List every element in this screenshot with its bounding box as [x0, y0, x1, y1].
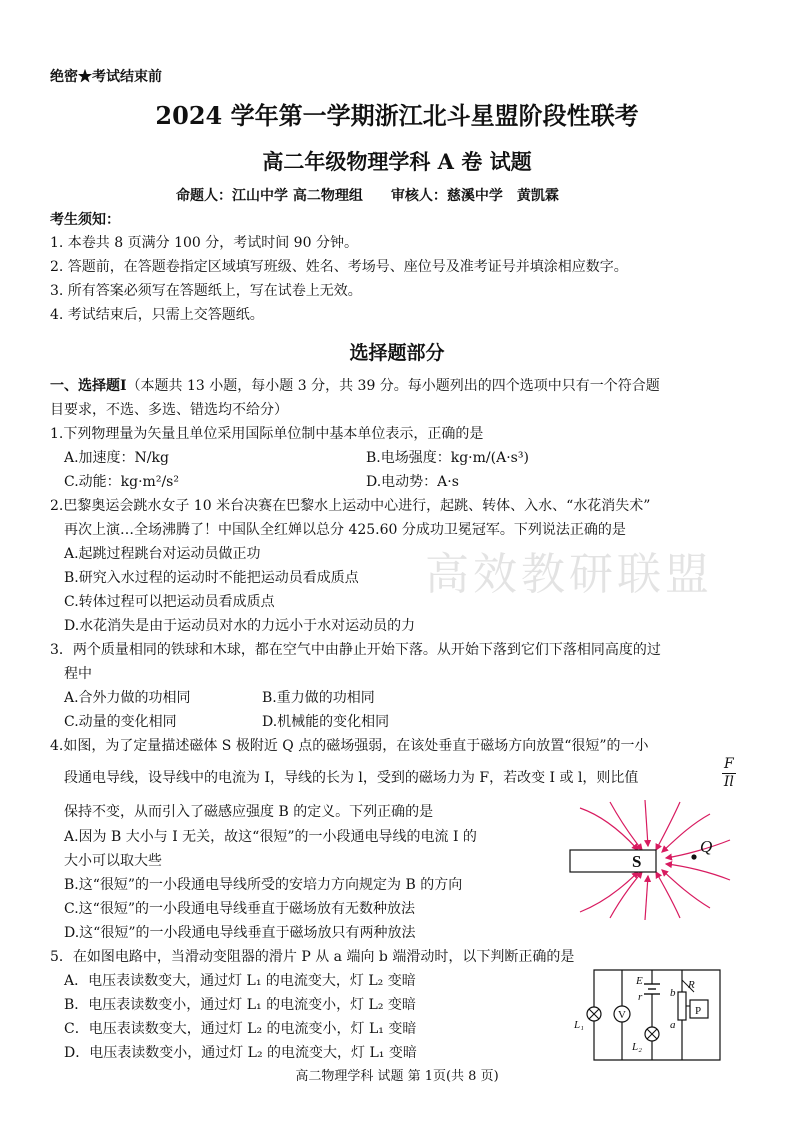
q4-option-a-line2: 大小可以取大些: [64, 853, 162, 869]
voltmeter-label: V: [618, 1009, 626, 1021]
notice-heading: 考生须知：: [50, 212, 120, 228]
point-q-label: Q: [700, 837, 713, 856]
q4-stem-line3: 保持不变，从而引入了磁感应强度 B 的定义。下列正确的是: [64, 804, 434, 820]
label-rheostat-r: R: [688, 979, 695, 991]
q3-stem-line2: 程中: [64, 666, 92, 682]
q2-option-a: A.起跳过程跳台对运动员做正功: [64, 546, 261, 562]
q5-option-a: A．电压表读数变大，通过灯 L₁ 的电流变大，灯 L₂ 变暗: [64, 973, 416, 989]
authors-line: 命题人：江山中学 高二物理组 审核人：慈溪中学 黄凯霖: [176, 188, 559, 204]
notice-item: 4. 考试结束后，只需上交答题纸。: [50, 307, 264, 323]
label-l2: L₂: [632, 1041, 642, 1053]
ratio-fraction: [722, 756, 736, 791]
watermark: 高效教研联盟: [425, 549, 713, 600]
part-heading: 一、选择题Ⅰ（本题共 13 小题，每小题 3 分，共 39 分。每小题列出的四个选项中只有一个符合题: [50, 378, 660, 394]
notice-item: 3. 所有答案必须写在答题纸上，写在试卷上无效。: [50, 283, 362, 299]
label-b: b: [670, 987, 676, 999]
q3-option-d: D.机械能的变化相同: [262, 714, 390, 730]
part-heading-line2: 目要求，不选、多选、错选均不给分）: [50, 402, 288, 418]
q1-option-c: C.动能：kg·m²/s²: [64, 474, 179, 490]
fraction-numerator: F: [724, 756, 734, 772]
q2-option-d: D.水花消失是由于运动员对水的力远小于水对运动员的力: [64, 618, 416, 634]
q4-option-b: B.这“很短”的一小段通电导线所受的安培力方向规定为 B 的方向: [64, 877, 463, 893]
q4-option-a-line1: A.因为 B 大小与 I 无关，故这“很短”的一小段通电导线的电流 I 的: [64, 829, 477, 845]
q4-option-c: C.这“很短”的一小段通电导线垂直于磁场放有无数种放法: [64, 901, 415, 917]
notice-item: 1. 本卷共 8 页满分 100 分，考试时间 90 分钟。: [50, 235, 358, 251]
part-heading-rest: （本题共 13 小题，每小题 3 分，共 39 分。每小题列出的四个选项中只有一个符合题: [126, 378, 660, 394]
exam-title: 2024 学年第一学期浙江北斗星盟阶段性联考: [155, 101, 639, 130]
q1-option-b: B.电场强度：kg·m/(A·s³): [366, 450, 529, 466]
label-p: P: [695, 1005, 702, 1017]
q5-option-d: D．电压表读数变小，通过灯 L₂ 的电流变大，灯 L₁ 变暗: [64, 1045, 417, 1061]
label-l1: L₁: [574, 1019, 584, 1031]
q2-option-c: C.转体过程可以把运动员看成质点: [64, 594, 275, 610]
notice-item: 2. 答题前，在答题卷指定区域填写班级、姓名、考场号、座位号及准考证号并填涂相应数字。: [50, 259, 628, 275]
q1-option-a: A.加速度：N/kg: [64, 450, 169, 466]
fraction-denominator: Il: [723, 774, 734, 790]
secret-label: 绝密★考试结束前: [50, 69, 162, 85]
q2-option-b: B.研究入水过程的运动时不能把运动员看成质点: [64, 570, 359, 586]
q2-stem-line1: 2.巴黎奥运会跳水女子 10 米台决赛在巴黎水上运动中心进行，起跳、转体、入水、“水花消失术”: [50, 498, 651, 514]
q2-stem-line2: 再次上演…全场沸腾了！中国队全红婵以总分 425.60 分成功卫冕冠军。下列说法正确的是: [64, 522, 626, 538]
page-footer: 高二物理学科 试题 第 1页(共 8 页): [295, 1069, 499, 1084]
circuit-figure: [570, 966, 730, 1064]
label-r: r: [638, 991, 643, 1003]
q4-option-d: D.这“很短”的一小段通电导线垂直于磁场放只有两种放法: [64, 925, 416, 941]
q1-stem: 1.下列物理量为矢量且单位采用国际单位制中基本单位表示，正确的是: [50, 426, 484, 442]
q5-stem: 5．在如图电路中，当滑动变阻器的滑片 P 从 a 端向 b 端滑动时，以下判断正确的是: [50, 949, 575, 965]
q3-stem-line1: 3．两个质量相同的铁球和木球，都在空气中由静止开始下落。从开始下落到它们下落相同高度的过: [50, 642, 661, 658]
q4-stem-line1: 4.如图，为了定量描述磁体 S 极附近 Q 点的磁场强弱，在该处垂直于磁场方向放置“很短”的一小: [50, 738, 649, 754]
magnet-field-figure: [560, 800, 750, 920]
q3-option-c: C.动量的变化相同: [64, 714, 177, 730]
q4-stem-line2: 段通电导线，设导线中的电流为 I，导线的长为 l，受到的磁场力为 F，若改变 I 或 l，则比值: [64, 770, 639, 786]
q3-option-a: A.合外力做的功相同: [64, 690, 191, 706]
q5-option-b: B．电压表读数变小，通过灯 L₁ 的电流变小，灯 L₂ 变暗: [64, 997, 416, 1013]
q1-option-d: D.电动势：A·s: [366, 474, 459, 490]
exam-subtitle: 高二年级物理学科 A 卷 试题: [262, 149, 532, 174]
section-title: 选择题部分: [349, 342, 445, 364]
label-a: a: [670, 1019, 676, 1031]
magnet-s-label: S: [632, 852, 642, 871]
label-e: E: [636, 975, 643, 987]
q3-option-b: B.重力做的功相同: [262, 690, 375, 706]
q5-option-c: C．电压表读数变大，通过灯 L₂ 的电流变小，灯 L₁ 变暗: [64, 1021, 417, 1037]
